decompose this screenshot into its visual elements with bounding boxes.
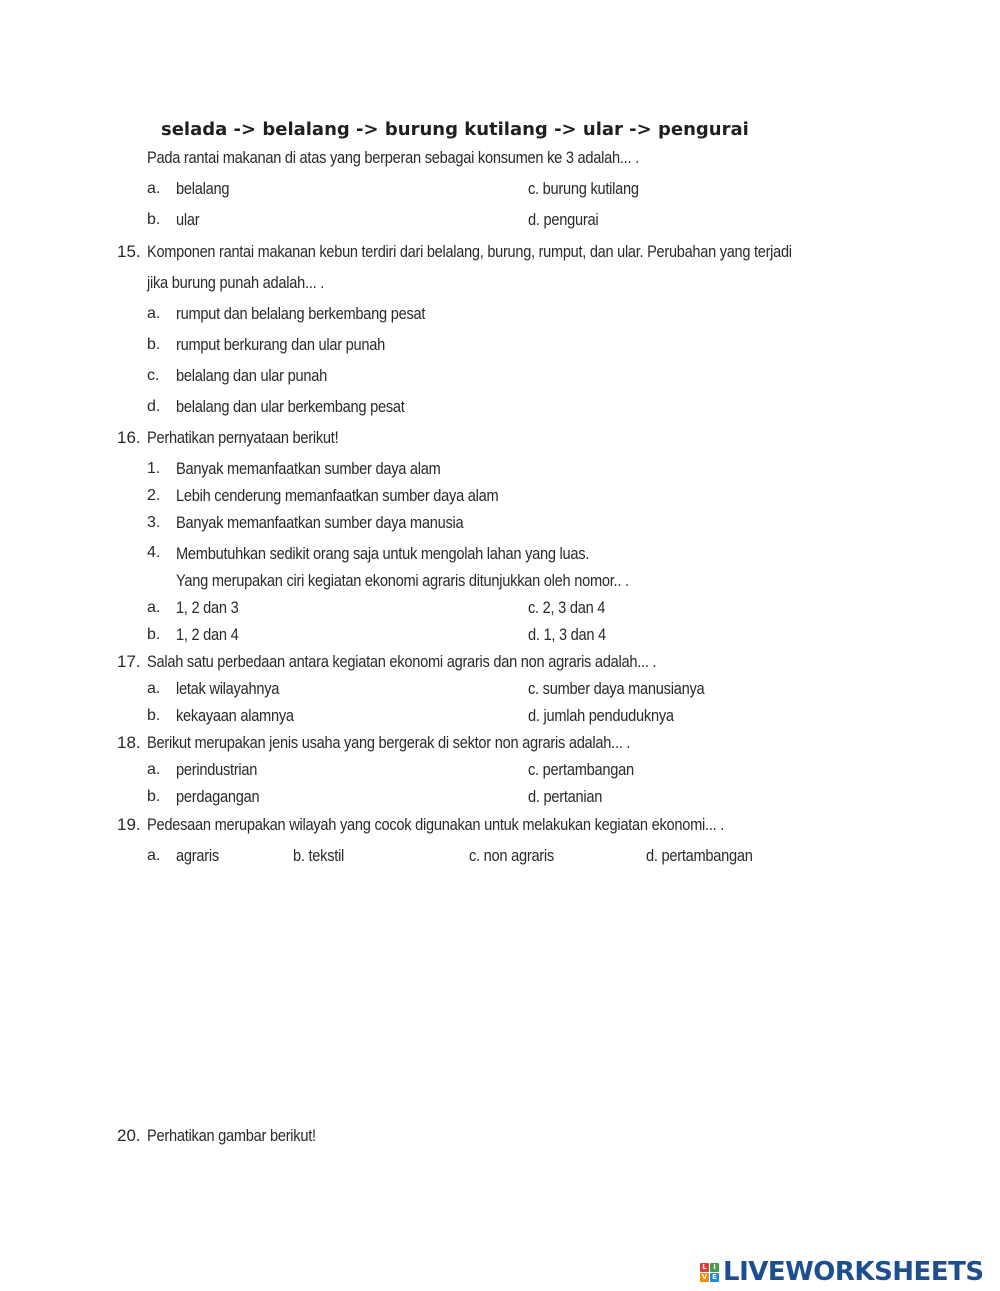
logo-letter-e: E	[710, 1273, 719, 1282]
q15-option-c: belalang dan ular punah	[176, 366, 327, 385]
q17-option-b: kekayaan alamnya	[176, 706, 294, 725]
q14-option-d: d. pengurai	[528, 210, 599, 229]
q17-option-b-label: b.	[147, 707, 161, 724]
q19-option-a-label: a.	[147, 847, 161, 864]
q17-question: Salah satu perbedaan antara kegiatan ekonomi agraris dan non agraris adalah... .	[147, 652, 657, 671]
q15-option-a: rumput dan belalang berkembang pesat	[176, 304, 426, 323]
q18-option-a: perindustrian	[176, 760, 258, 779]
q16-option-d: d. 1, 3 dan 4	[528, 625, 606, 644]
q15-option-d-label: d.	[147, 398, 161, 415]
q16-statement-4: Membutuhkan sedikit orang saja untuk mengolah lahan yang luas.	[176, 544, 590, 563]
q19-option-a: agraris	[176, 846, 219, 865]
q18-number: 18.	[117, 733, 141, 752]
logo-mark-icon	[700, 1263, 719, 1282]
q18-option-d: d. pertanian	[528, 787, 603, 806]
q14-option-a-label: a.	[147, 180, 161, 197]
q17-number: 17.	[117, 652, 141, 671]
liveworksheets-logo	[700, 1257, 984, 1287]
logo-letter-i: I	[710, 1263, 719, 1272]
q18-question: Berikut merupakan jenis usaha yang bergerak di sektor non agraris adalah... .	[147, 733, 631, 752]
q19-number: 19.	[117, 815, 141, 834]
q16-statement-2-label: 2.	[147, 487, 161, 504]
q18-option-a-label: a.	[147, 761, 161, 778]
q17-option-a: letak wilayahnya	[176, 679, 280, 698]
logo-text: LIVEWORKSHEETS	[723, 1257, 984, 1287]
q17-option-a-label: a.	[147, 680, 161, 697]
logo-letter-v: V	[701, 1272, 708, 1281]
q19-option-b: b. tekstil	[293, 846, 345, 865]
q16-statement-3-label: 3.	[147, 514, 161, 531]
q16-statement-1-label: 1.	[147, 460, 161, 477]
q16-prompt: Yang merupakan ciri kegiatan ekonomi agraris ditunjukkan oleh nomor.. .	[176, 571, 629, 590]
q18-option-c: c. pertambangan	[528, 760, 634, 779]
food-chain-heading: selada -> belalang -> burung kutilang -> ular -> pengurai	[161, 119, 749, 140]
q20-number: 20.	[117, 1126, 141, 1145]
q19-option-d: d. pertambangan	[646, 846, 753, 865]
q14-option-b-label: b.	[147, 211, 161, 228]
q15-option-d: belalang dan ular berkembang pesat	[176, 397, 405, 416]
q19-question: Pedesaan merupakan wilayah yang cocok digunakan untuk melakukan kegiatan ekonomi... .	[147, 815, 725, 834]
q16-option-c: c. 2, 3 dan 4	[528, 598, 606, 617]
q16-statement-4-label: 4.	[147, 544, 161, 561]
q19-option-c: c. non agraris	[469, 846, 554, 865]
q18-option-b: perdagangan	[176, 787, 260, 806]
q14-option-b: ular	[176, 210, 200, 229]
q16-option-a-label: a.	[147, 599, 161, 616]
q16-question: Perhatikan pernyataan berikut!	[147, 428, 339, 447]
q15-option-b: rumput berkurang dan ular punah	[176, 335, 386, 354]
logo-letter-l: L	[700, 1263, 709, 1272]
q14-option-a: belalang	[176, 179, 230, 198]
q16-statement-3: Banyak memanfaatkan sumber daya manusia	[176, 513, 464, 532]
q17-option-c: c. sumber daya manusianya	[528, 679, 705, 698]
q16-statement-1: Banyak memanfaatkan sumber daya alam	[176, 459, 441, 478]
q16-statement-2: Lebih cenderung memanfaatkan sumber daya alam	[176, 486, 499, 505]
q20-question: Perhatikan gambar berikut!	[147, 1126, 316, 1145]
q17-option-d: d. jumlah penduduknya	[528, 706, 674, 725]
q16-number: 16.	[117, 428, 141, 447]
q15-option-c-label: c.	[147, 367, 160, 384]
q15-question-line2: jika burung punah adalah... .	[147, 273, 325, 292]
q16-option-b: 1, 2 dan 4	[176, 625, 239, 644]
q14-question: Pada rantai makanan di atas yang berperan sebagai konsumen ke 3 adalah... .	[147, 148, 639, 167]
q15-option-a-label: a.	[147, 305, 161, 322]
q14-option-c: c. burung kutilang	[528, 179, 639, 198]
q15-option-b-label: b.	[147, 336, 161, 353]
q16-option-a: 1, 2 dan 3	[176, 598, 239, 617]
q18-option-b-label: b.	[147, 788, 161, 805]
q15-question-line1: Komponen rantai makanan kebun terdiri dari belalang, burung, rumput, dan ular. Perubahan yang terjadi	[147, 242, 792, 261]
q15-number: 15.	[117, 242, 141, 261]
q16-option-b-label: b.	[147, 626, 161, 643]
